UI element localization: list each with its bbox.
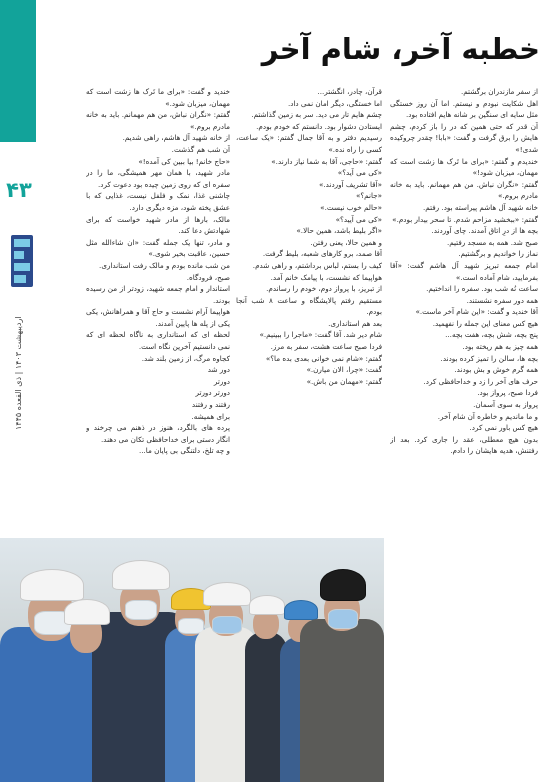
paragraph: لحظه ای که استانداری به ناگاه لحظه ای که نمی دانستیم آخرین نگاه است. xyxy=(86,330,230,352)
paragraph: ایستادن دشوار بود. دانستم که خودم بودم. xyxy=(256,121,382,131)
paragraph: پرده های بالگرد، هنوز در ذهنم می چرخند و انگار دستی برای خداحافظی تکان می دهند. xyxy=(86,423,230,444)
paragraph: بدون هیچ معطلی، عقد را جاری کرد. بعد از رفتنش، هدیه هایشان را دادم. xyxy=(390,434,538,456)
paragraph: و ما ماندیم و خاطره آن شام آخر. xyxy=(437,411,538,421)
paragraph: بچه ها، سالن را تمیز کرده بودند. xyxy=(440,353,538,363)
paragraph: «اگر بلیط باشد، همین حالا.» xyxy=(296,226,382,236)
paragraph: آقا صمد، برو کارهای شعبه، بلیط گرفت. xyxy=(262,249,382,259)
paragraph: همه چیز به هم ریخته بود. xyxy=(462,342,538,352)
paragraph: مادر شهید، با همان مهر همیشگی، ما را در سفره ای که روی زمین چیده بود دعوت کرد. xyxy=(86,168,230,189)
paragraph: گفتم: «ببخشید مزاحم شدم. تا سحر بیدار بودم.» xyxy=(392,214,538,224)
paragraph: هیچ کس معنای این جمله را نفهمید. xyxy=(432,318,538,328)
worker-figure xyxy=(62,587,112,782)
paragraph: خندیدم و گفتم: «برای ما تَرک ها زشت است که مهمان، میزبان شود!» xyxy=(390,156,538,178)
paragraph: کیف را بستم، لباس برداشتم، و راهی شدم. xyxy=(252,260,382,270)
paragraph: دور شد xyxy=(207,365,230,375)
paragraph: گفتم: «حاجی، آقا به شما نیاز دارند.» xyxy=(271,156,382,166)
paragraph: و همین حالا، یعنی رفتن. xyxy=(310,237,382,247)
paragraph: صبح، فرودگاه. xyxy=(186,272,230,282)
paragraph: «کی می آید؟» xyxy=(337,168,382,178)
paragraph: هیچ کس باور نمی کرد. xyxy=(469,423,538,433)
paragraph: بچه ها از درِ اتاق آمدند. چای آوردند. xyxy=(431,226,538,236)
paragraph: هواپیما که نشست، با پیامک خانم آمد. xyxy=(270,272,382,282)
paragraph: «حاج خانم! بیا ببین کی آمده!» xyxy=(138,156,230,166)
paragraph: اهل شکایت نبودم و نیستم. اما آن روز خستگی مثل سایه ای سنگین بر شانه هایم افتاده بود. xyxy=(390,98,538,120)
event-photo xyxy=(0,538,384,782)
paragraph: گفتم: «نگران نباش. من هم مهمانم. باید به خانه مادرم بروم.» xyxy=(390,179,538,201)
paragraph: «جانم؟» xyxy=(355,191,382,201)
paragraph: کجاوه مرگ، از زمین بلند شد. xyxy=(141,353,230,363)
paragraph: از خانه شهید آل هاشم، راهی شدیم. xyxy=(122,133,230,143)
paragraph: گفتم: «نگران نباش، من هم مهمانم. باید به خانه مادرم بروم.» xyxy=(86,110,230,131)
paragraph: امام جمعه تبریز شهید آل هاشم گفت: «آقا بفرمایید، شام آماده است.» xyxy=(390,260,538,282)
paragraph: قرآن، چادر، انگشتر... xyxy=(317,87,382,96)
article-column-3 xyxy=(86,86,230,526)
paragraph: من شب مانده بودم و مالک رفت استانداری. xyxy=(99,260,230,270)
paragraph: گفتم: «مهمان من باش.» xyxy=(306,376,382,386)
paragraph: گفت: «چرا، الان میارن.» xyxy=(306,365,382,375)
cleric-figure xyxy=(300,557,384,782)
paragraph: «حالم خوب نیست.» xyxy=(320,202,382,212)
paragraph: گفتم: «شام نمی خوانی بعدی بده ما؟» xyxy=(265,353,382,363)
paragraph: رسیدیم دفتر و به آقا جمال گفتم: «یک ساعت، کسی را راه نده.» xyxy=(236,133,382,154)
paragraph: شام دیر شد. آقا گفت: «ماجرا را ببینیم.» xyxy=(259,330,382,340)
paragraph: برای همیشه. xyxy=(191,411,230,421)
paragraph: همه گرم خوش و بش بودند. xyxy=(454,365,538,375)
paragraph: بعد هم استانداری. xyxy=(328,318,382,328)
page-number: ۴۳ xyxy=(6,178,32,202)
article-column-1 xyxy=(390,86,538,776)
paragraph: مالک، بارها از مادر شهید خواست که برای شهادتش دعا کند. xyxy=(86,214,230,236)
paragraph: حرف های آخر را زد و خداحافظی کرد. xyxy=(423,376,538,386)
issue-date: اردیبهشت ۱۴۰۳ | ذی القعده ۱۴۴۵ xyxy=(14,316,23,430)
paragraph: «آقا تشریف آوردند.» xyxy=(318,179,382,189)
paragraph: پرواز به سوی آسمان. xyxy=(473,400,538,410)
paragraph: همه دور سفره نشستند. xyxy=(466,295,538,305)
paragraph: از سفر مازندران برگشتم. xyxy=(460,87,538,96)
paragraph: خانه شهید آل هاشم پیراسته بود. رفتم. xyxy=(423,202,538,212)
paragraph: از تبریز، با پرواز دوم، خودم را رساندم. xyxy=(266,284,382,294)
paragraph: فردا صبح ساعت هشت، سفر به مرز. xyxy=(270,342,382,352)
paragraph: استاندار و امام جمعه شهید، زودتر از من رسیده بودند. xyxy=(86,284,230,305)
paragraph: مستقیم رفتم پالایشگاه و ساعت ۸ شب آنجا بودم. xyxy=(236,295,382,317)
paragraph: هواپیما آرام نشست و حاج آقا و همراهانش، یکی یکی از پله ها پایین آمدند. xyxy=(86,307,230,328)
paragraph: دورتر xyxy=(213,376,230,386)
paragraph: دورتر دورتر xyxy=(195,388,230,398)
paragraph: «کی می آیید؟» xyxy=(335,214,382,224)
paragraph: آن شب هم گذشت. xyxy=(171,144,230,154)
paragraph: اما خستگی، دیگر امان نمی داد. xyxy=(287,98,382,108)
magazine-logo-icon xyxy=(11,235,33,287)
paragraph: چشم هایم تار می دید. سر به زمین گذاشتم. xyxy=(251,110,382,120)
article-title: خطبه آخر، شام آخر xyxy=(261,32,540,66)
paragraph: پنج بچه، شش بچه، هفت بچه... xyxy=(445,330,538,340)
accent-bar xyxy=(0,0,36,142)
paragraph: ساعت نُه شب بود. سفره را انداختیم. xyxy=(426,284,538,294)
article-column-2 xyxy=(236,86,382,526)
paragraph: و چه تلخ، دلتنگی بی پایان ما... xyxy=(138,446,230,456)
paragraph: و مادر، تنها یک جمله گفت: «ان شاءالله مثل حسین، عاقبت بخیر شوی.» xyxy=(86,237,230,259)
paragraph: آقا خندید و گفت: «این شام آخر ماست.» xyxy=(415,307,538,317)
paragraph: چاشنی غذا، نمک و فلفل نیست، غذایی که با عشق پخته شود، مزه دیگری دارد. xyxy=(86,191,230,212)
paragraph: خندید و گفت: «برای ما تَرک ها زشت است که مهمان، میزبان شود.» xyxy=(86,87,230,108)
paragraph: آن قدر که حتی همین که در را باز کردم، چشم هایش را برق گرفت و گفت: «بابا! چقدر چروکیده شدی!» xyxy=(390,121,538,154)
paragraph: صبح شد. همه به مسجد رفتیم. xyxy=(446,237,538,247)
paragraph: فردا صبح، پرواز بود. xyxy=(477,388,538,398)
paragraph: رفتند و رفتند xyxy=(191,400,230,410)
paragraph: نماز را خواندیم و برگشتیم. xyxy=(458,249,538,259)
